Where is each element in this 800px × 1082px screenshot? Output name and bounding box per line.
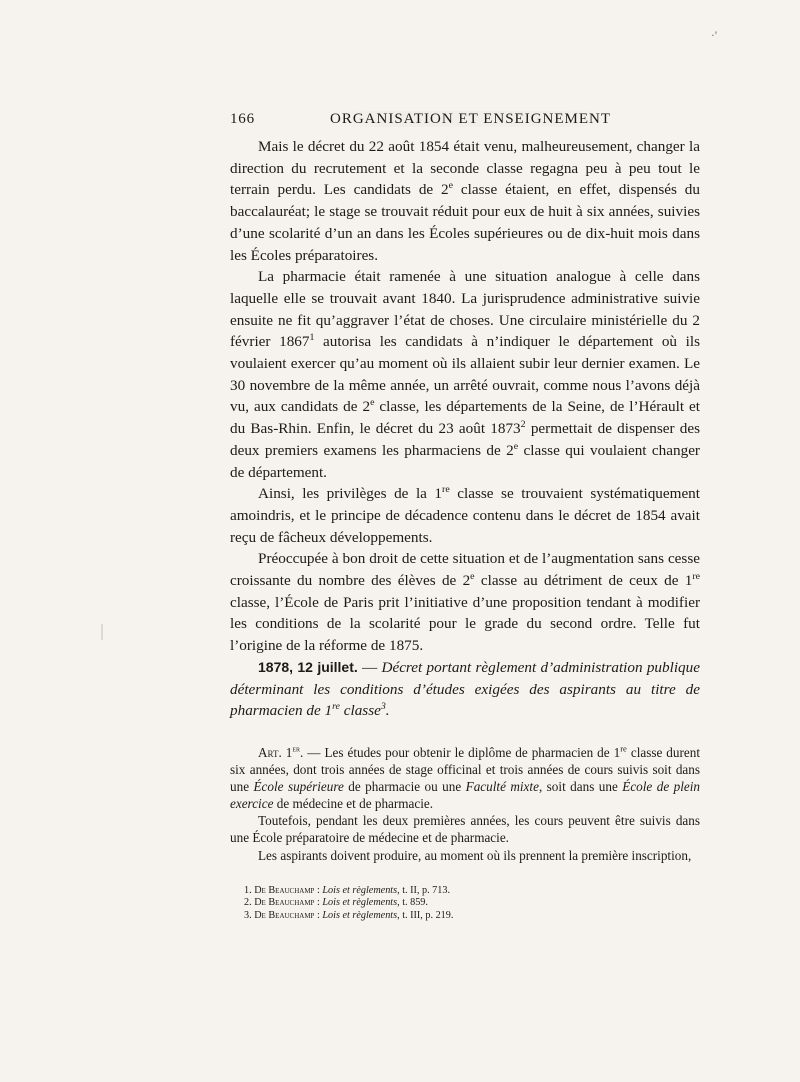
paragraph-recruitment: [230, 136, 700, 266]
paragraph-1-text: Mais le décret du 22 août 1854 était venu, malheureusement, changer la direction du recrutement et la seconde classe regagna peu à peu tout le terrain perdu. Les candidats de 2e classe étaient, en effet, dispensés du baccalauréat; le stage se trouvait réduit pour eux de huit à six années, suivies d’une scolarité d’un an dans les Écoles supérieures ou de dix-huit mois dans les Écoles préparatoires.: [230, 138, 700, 264]
decree-date: 1878, 12 juillet.: [258, 658, 358, 675]
footnote-rest: , t. III, p. 219.: [397, 909, 454, 921]
footnote-author: De Beauchamp: [254, 909, 315, 921]
decree-title: Décret portant règlement d’administration publique déterminant les conditions d’études exigées des aspirants au titre de pharmacien de 1re classe$^3$.: [230, 658, 700, 720]
article-label: Art. 1er.: [258, 743, 304, 760]
article-3-paragraph: [230, 847, 700, 864]
footnote-number: 3.: [244, 909, 252, 921]
paragraph-situation: [230, 266, 700, 483]
decree-dash: —: [357, 658, 382, 676]
paragraph-4-text: Préoccupée à bon droit de cette situation et de l’augmentation sans cesse croissante du nombre des élèves de 2e classe au détriment de ceux de 1re classe, l’École de Paris prit l’initiative d’une proposition tendant à modifier les conditions de la scolarité pour le grade du second ordre. Telle fut l’origine de la réforme de 1875.: [230, 550, 700, 655]
article-2-text: Toutefois, pendant les deux premières années, les cours peuvent être suivis dans une École préparatoire de médecine et de pharmacie.: [230, 813, 700, 846]
footnote-3: 3. De Beauchamp : Lois et règlements, t. III, p. 219.: [244, 909, 454, 921]
paragraph-paris-school: [230, 548, 700, 657]
footnote-number: 1.: [244, 884, 252, 896]
book-page: [230, 103, 700, 922]
paper-speck: [101, 624, 103, 640]
paragraph-privileges: [230, 483, 700, 548]
corner-speck-mark: ·': [710, 28, 717, 42]
article-text: [230, 744, 700, 864]
paragraph-2-text: La pharmacie était ramenée à une situation analogue à celle dans laquelle elle se trouvait avant 1840. La jurisprudence administrative suivie ensuite ne fit qu’aggraver l’état de choses. Une circulaire ministérielle du 2 février 1867$^1$ autorisa les candidats à n’indiquer le département où ils voulaient exercer qu’au moment où ils allaient subir leur dernier examen. Le 30 novembre de la même année, un arrêté ouvrait, comme nous l’avons déjà vu, aux candidats de 2e classe, les départements de la Seine, de l’Hérault et du Bas-Rhin. Enfin, le décret du 23 août 1873$^2$ permettait de dispenser des deux premiers examens les pharmaciens de 2e classe qui voulaient changer de département.: [230, 268, 701, 481]
decree-heading: [230, 657, 700, 722]
footnote-number: 2.: [244, 897, 252, 909]
footnote-rest: , t. II, p. 713.: [397, 884, 451, 896]
page-number: 166: [230, 111, 255, 127]
footnotes: [230, 885, 700, 923]
article-2-paragraph: [230, 812, 700, 846]
paragraph-3-text: Ainsi, les privilèges de la 1re classe se trouvaient systématiquement amoindris, et le principe de décadence contenu dans le décret de 1854 avait reçu de fâcheux développements.: [230, 484, 700, 546]
article-3-text: Les aspirants doivent produire, au moment où ils prennent la première inscription,: [258, 847, 692, 863]
footnote-title: Lois et règlements: [322, 897, 398, 909]
article-1-paragraph: [230, 744, 700, 812]
article-1-text: — Les études pour obtenir le diplôme de pharmacien de 1re classe durent six années, dont trois années de stage officinal et trois années de cours suivis soit dans une École supérieure de pharmacie ou une Faculté mixte, soit dans une École de plein exercice de médecine et de pharmacie.: [230, 743, 700, 812]
page-header: [230, 103, 700, 129]
main-text: [230, 136, 700, 722]
footnote-1: 1. De Beauchamp : Lois et règlements, t. II, p. 713.: [244, 884, 451, 896]
footnote-rest: , t. 859.: [397, 897, 428, 909]
footnote-title: Lois et règlements: [322, 909, 398, 921]
footnote-author: De Beauchamp: [254, 897, 315, 909]
footnote-title: Lois et règlements: [322, 884, 398, 896]
running-head: ORGANISATION ET ENSEIGNEMENT: [330, 111, 612, 127]
footnote-author: De Beauchamp: [254, 884, 315, 896]
footnote-2: 2. De Beauchamp : Lois et règlements, t. 859.: [244, 897, 428, 909]
